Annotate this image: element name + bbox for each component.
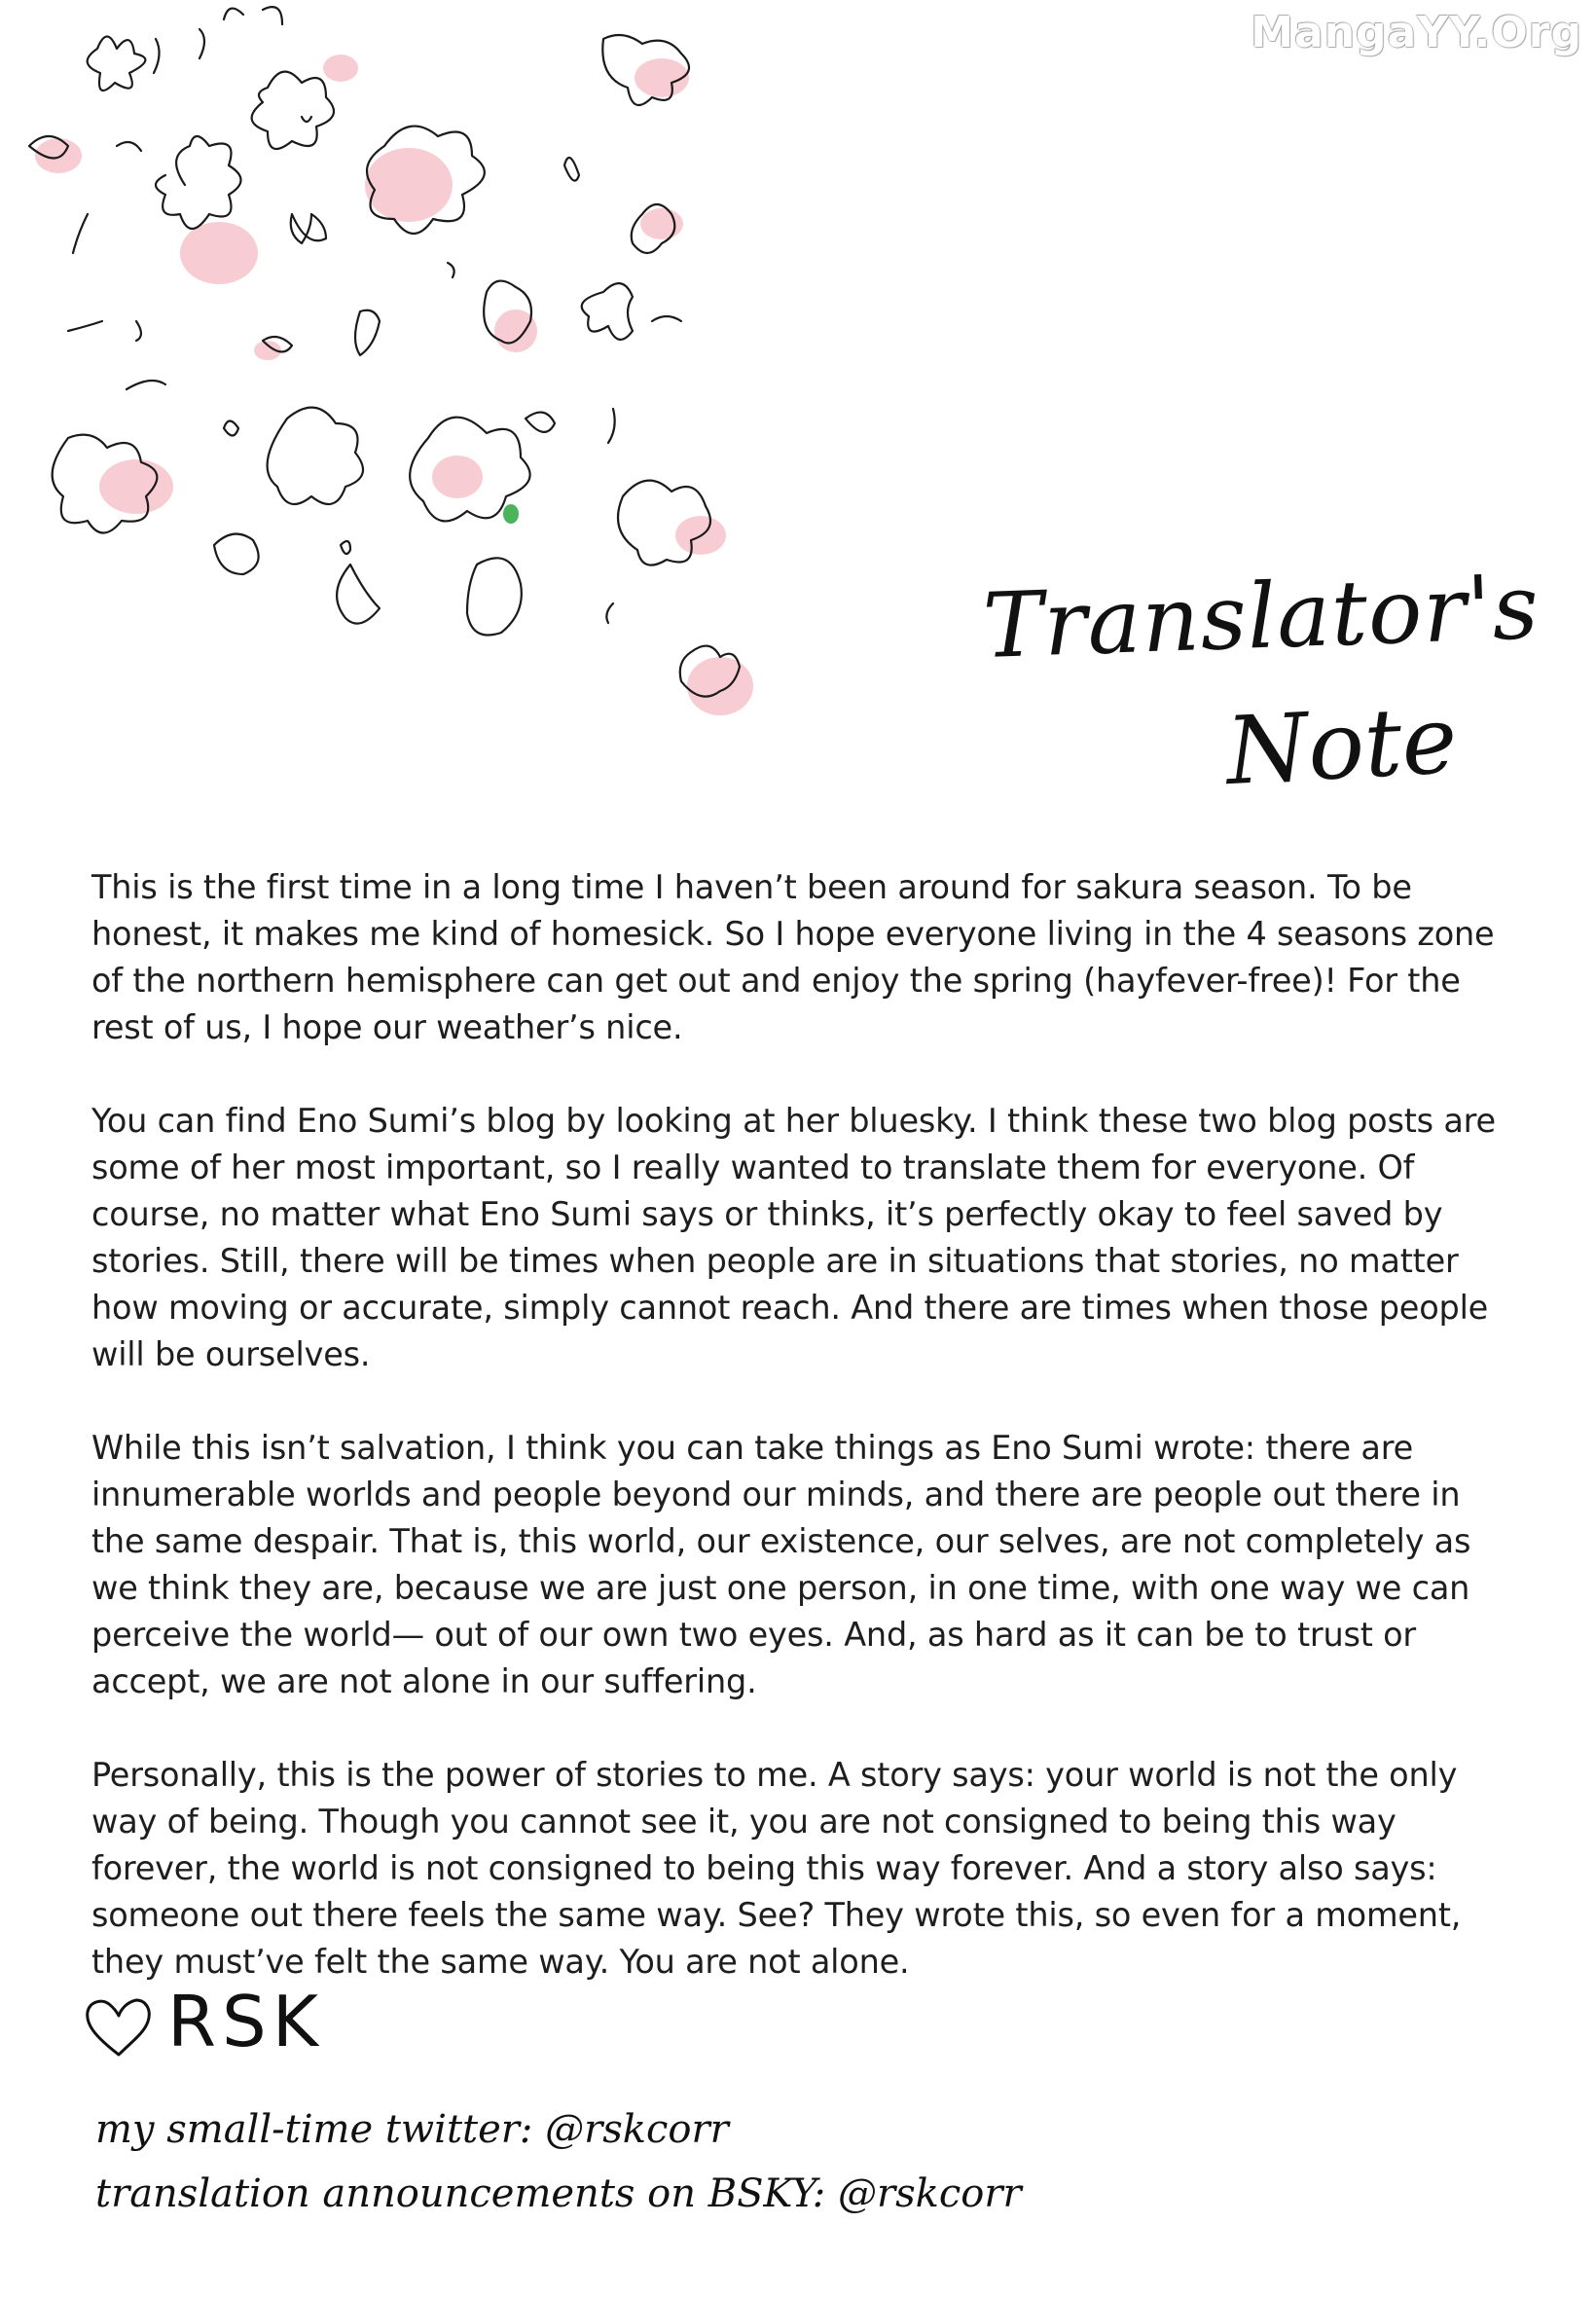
paragraph-4: Personally, this is the power of stories to me. A story says: your world is not the only way of being. Though you cannot see it, you are not consigned to being this way forever, the world is not consigned to being this way forever. And a story also says: someone out there feels the same way. See? They wrote this, so even for a moment, they must’ve felt the same way. You are not alone. xyxy=(91,1756,1462,1981)
paragraph-1: This is the first time in a long time I haven’t been around for sakura season. To be honest, it makes me kind of homesick. So I hope everyone living in the 4 seasons zone of the northern hemisphere can get out and enjoy the spring (hayfever-free)! For the rest of us, I hope our weather’s nice. xyxy=(91,868,1495,1046)
translators-note-title xyxy=(973,545,1542,837)
bsky-handle-line: translation announcements on BSKY: @rskcorr xyxy=(95,2171,1022,2216)
note-body xyxy=(91,864,1522,2032)
title-line-2: Note xyxy=(1223,684,1460,807)
sakura-petals-illustration xyxy=(19,0,779,740)
title-line-1: Translator's xyxy=(981,555,1542,678)
signature-name: RSK xyxy=(167,1981,324,2062)
paragraph-3: While this isn’t salvation, I think you can take things as Eno Sumi wrote: there are innumerable worlds and people beyond our minds, and there are people out there in the same despair. That is, this world, our existence, our selves, are not completely as we think they are, because we are just one person, in one time, with one way we can perceive the world— out of our own two eyes. And, as hard as it can be to trust or accept, we are not alone in our suffering. xyxy=(91,1429,1471,1700)
paragraph-2: You can find Eno Sumi’s blog by looking at her bluesky. I think these two blog posts are some of her most important, so I really wanted to translate them for everyone. Of course, no matter what Eno Sumi says or thinks, it’s perfectly okay to feel saved by stories. Still, there will be times when people are in situations that stories, no matter how moving or accurate, simply cannot reach. And there are times when those people will be ourselves. xyxy=(91,1102,1496,1373)
heart-icon xyxy=(84,1996,154,2059)
twitter-handle-line: my small-time twitter: @rskcorr xyxy=(95,2107,729,2152)
signature-block xyxy=(84,1981,1022,2273)
watermark: MangaYY.Org xyxy=(1251,8,1582,57)
